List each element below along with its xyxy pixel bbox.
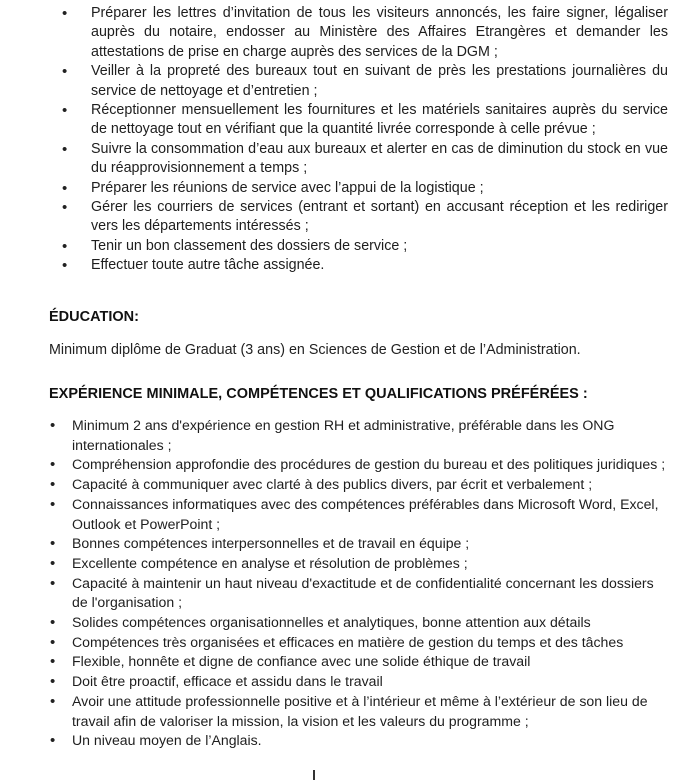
experience-item: • Solides compétences organisationnelles et analytiques, bonne attention aux détails	[50, 613, 670, 633]
page-mark	[313, 770, 315, 780]
duty-item: • Réceptionner mensuellement les fournitures et les matériels sanitaires auprès du service de nettoyage tout en vérifiant que la quantité livrée corresponde à celle prévue ;	[62, 101, 668, 140]
duty-item: • Effectuer toute autre tâche assignée.	[62, 256, 668, 275]
experience-item: • Flexible, honnête et digne de confiance avec une solide éthique de travail	[50, 652, 670, 672]
experience-item: • Avoir une attitude professionnelle positive et à l’intérieur et même à l’extérieur de son lieu de travail afin de valoriser la mission, la vision et les valeurs du programme ;	[50, 692, 670, 731]
duty-item: • Préparer les réunions de service avec l’appui de la logistique ;	[62, 179, 668, 198]
duties-list	[62, 4, 668, 276]
experience-item: • Compréhension approfondie des procédures de gestion du bureau et des politiques juridiques ;	[50, 455, 670, 475]
experience-heading: EXPÉRIENCE MINIMALE, COMPÉTENCES ET QUALIFICATIONS PRÉFÉRÉES :	[49, 386, 588, 402]
experience-item: • Compétences très organisées et efficaces en matière de gestion du temps et des tâches	[50, 633, 670, 653]
education-text: Minimum diplôme de Graduat (3 ans) en Sciences de Gestion et de l’Administration.	[49, 342, 581, 358]
education-heading: ÉDUCATION:	[49, 309, 139, 325]
duty-item: • Préparer les lettres d’invitation de tous les visiteurs annoncés, les faire signer, légaliser auprès du notaire, endosser au Ministère des Affaires Etrangères et demander les attestations de prise en charge auprès des services de la DGM ;	[62, 4, 668, 62]
experience-item: • Capacité à communiquer avec clarté à des publics divers, par écrit et verbalement ;	[50, 475, 670, 495]
experience-item: • Excellente compétence en analyse et résolution de problèmes ;	[50, 554, 670, 574]
duty-item: • Tenir un bon classement des dossiers de service ;	[62, 237, 668, 256]
experience-item: • Doit être proactif, efficace et assidu dans le travail	[50, 672, 670, 692]
experience-item: • Bonnes compétences interpersonnelles et de travail en équipe ;	[50, 534, 670, 554]
experience-list	[50, 416, 670, 751]
experience-item: • Connaissances informatiques avec des compétences préférables dans Microsoft Word, Excel, Outlook et PowerPoint ;	[50, 495, 670, 534]
duty-item: • Suivre la consommation d’eau aux bureaux et alerter en cas de diminution du stock en vue du réapprovisionnement a temps ;	[62, 140, 668, 179]
duty-item: • Gérer les courriers de services (entrant et sortant) en accusant réception et les rediriger vers les départements intéressés ;	[62, 198, 668, 237]
experience-item: • Un niveau moyen de l’Anglais.	[50, 731, 670, 751]
experience-item: • Capacité à maintenir un haut niveau d'exactitude et de confidentialité concernant les dossiers de l'organisation ;	[50, 574, 670, 613]
duty-item: • Veiller à la propreté des bureaux tout en suivant de près les prestations journalières du service de nettoyage et d’entretien ;	[62, 62, 668, 101]
experience-item: • Minimum 2 ans d'expérience en gestion RH et administrative, préférable dans les ONG internationales ;	[50, 416, 670, 455]
